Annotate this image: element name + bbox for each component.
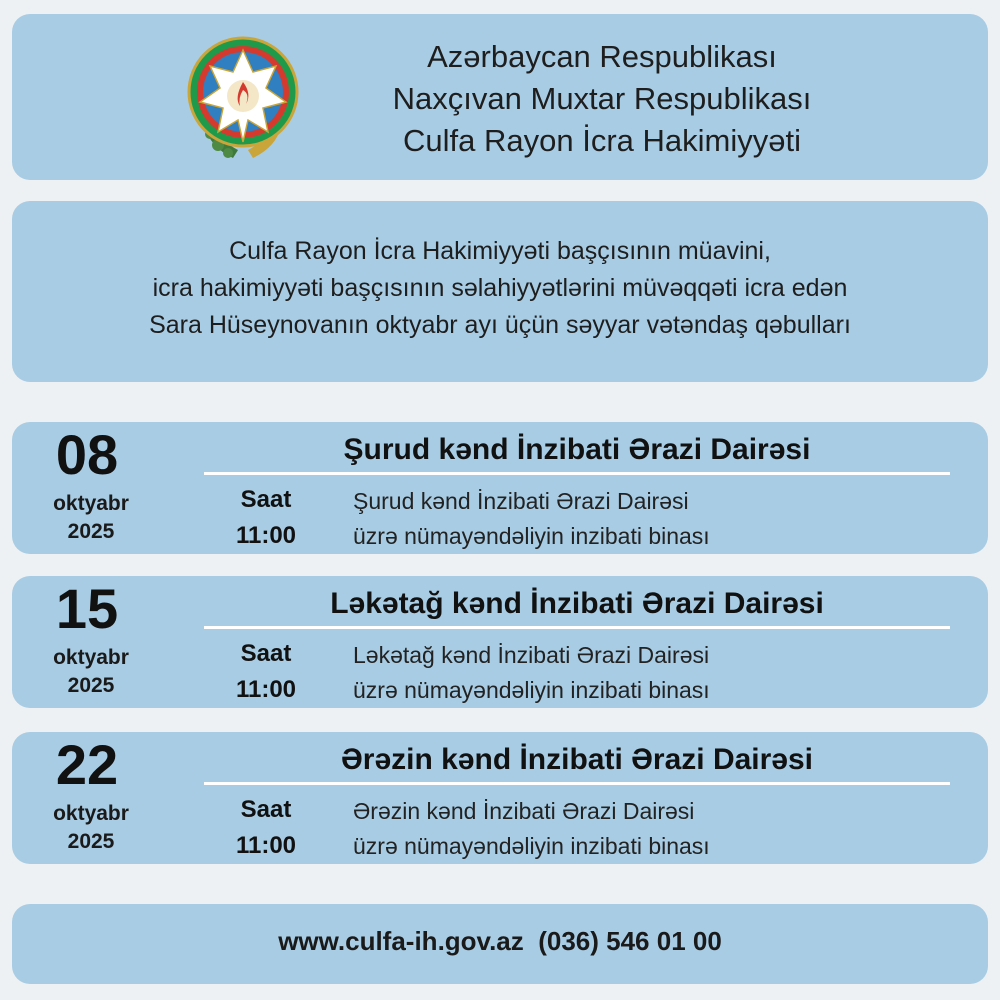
event-card [12, 422, 988, 554]
intro-line-1: Culfa Rayon İcra Hakimiyyəti başçısının müavini, [229, 237, 771, 265]
event-title: Şurud kənd İnzibati Ərazi Dairəsi [343, 433, 811, 466]
event-venue-line-2: üzrə nümayəndəliyin inzibati binası [353, 833, 710, 859]
footer-contact [12, 926, 988, 957]
footer-panel [12, 904, 988, 984]
event-time: 11:00 [235, 676, 297, 703]
event-year: 2025 [67, 830, 115, 853]
header-titles [292, 36, 912, 162]
event-time-label: Saat [240, 796, 292, 823]
event-venue [353, 638, 710, 708]
event-card [12, 732, 988, 864]
event-time: 11:00 [235, 832, 297, 859]
event-month: oktyabr [53, 646, 129, 669]
event-time: 11:00 [235, 522, 297, 549]
event-year: 2025 [67, 520, 115, 543]
intro-line-3: Sara Hüseynovanın oktyabr ayı üçün səyyar vətəndaş qəbulları [149, 311, 851, 339]
azerbaijan-state-emblem-icon [178, 30, 308, 168]
intro-line-2: icra hakimiyyəti başçısının səlahiyyətlərini müvəqqəti icra edən [152, 274, 848, 302]
event-venue-line-2: üzrə nümayəndəliyin inzibati binası [353, 523, 710, 549]
footer-website-link[interactable]: www.culfa-ih.gov.az [278, 926, 524, 956]
event-divider [204, 472, 950, 475]
event-venue-line-1: Ərəzin kənd İnzibati Ərazi Dairəsi [353, 798, 695, 824]
header-line-republic: Naxçıvan Muxtar Respublikası [392, 81, 812, 116]
event-divider [204, 626, 950, 629]
event-day: 15 [55, 577, 119, 640]
event-year: 2025 [67, 674, 115, 697]
intro-text [12, 233, 988, 344]
event-month: oktyabr [53, 492, 129, 515]
intro-panel [12, 201, 988, 382]
header-line-country: Azərbaycan Respublikası [427, 39, 777, 74]
event-venue [353, 484, 710, 554]
footer-phone: (036) 546 01 00 [538, 926, 722, 956]
event-time-label: Saat [240, 486, 292, 513]
event-time-label: Saat [240, 640, 292, 667]
event-venue [353, 794, 710, 864]
event-divider [204, 782, 950, 785]
header-line-authority: Culfa Rayon İcra Hakimiyyəti [403, 123, 801, 158]
event-month: oktyabr [53, 802, 129, 825]
event-venue-line-2: üzrə nümayəndəliyin inzibati binası [353, 677, 710, 703]
header-panel [12, 14, 988, 180]
event-venue-line-1: Ləkətağ kənd İnzibati Ərazi Dairəsi [353, 642, 710, 668]
event-day: 22 [55, 733, 119, 796]
event-venue-line-1: Şurud kənd İnzibati Ərazi Dairəsi [353, 488, 689, 514]
event-card [12, 576, 988, 708]
event-title: Ərəzin kənd İnzibati Ərazi Dairəsi [340, 743, 814, 776]
event-title: Ləkətağ kənd İnzibati Ərazi Dairəsi [330, 587, 824, 620]
event-day: 08 [55, 423, 119, 486]
